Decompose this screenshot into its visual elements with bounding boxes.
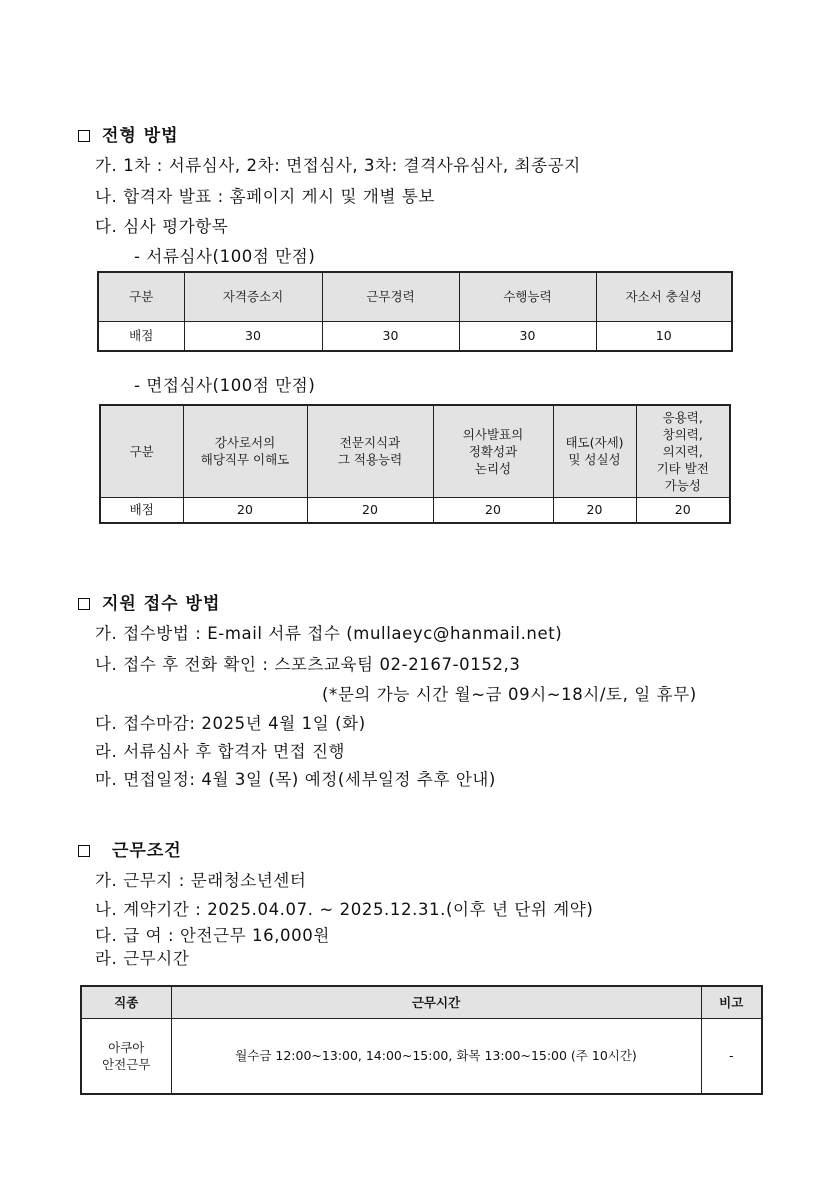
- note-cell: -: [701, 1018, 762, 1094]
- section-heading-selection: [78, 121, 179, 146]
- score-cell: 20: [553, 497, 636, 523]
- checkbox-square-icon: [78, 845, 90, 857]
- header-cell: 자격증소지: [184, 272, 322, 321]
- header-cell: 근무시간: [171, 986, 701, 1018]
- heading-text: 근무조건: [112, 841, 182, 861]
- table-row: [98, 321, 732, 351]
- header-cell: 근무경력: [322, 272, 459, 321]
- conditions-item-2: 나. 계약기간 : 2025.04.07. ~ 2025.12.31.(이후 년 단위 계약): [95, 900, 594, 919]
- heading-text: 지원 접수 방법: [102, 594, 221, 614]
- table-row: [81, 1018, 762, 1094]
- score-cell: 10: [596, 321, 732, 351]
- application-item-5: 마. 면접일정: 4월 3일 (목) 예정(세부일정 추후 안내): [95, 770, 496, 789]
- row-label-cell: 배점: [100, 497, 183, 523]
- header-cell: 태도(자세) 및 성실성: [553, 405, 636, 497]
- section-heading-application: [78, 589, 220, 614]
- conditions-item-1: 가. 근무지 : 문래청소년센터: [95, 871, 307, 890]
- heading-text: 전형 방법: [102, 126, 179, 146]
- table-header-row: [98, 272, 732, 321]
- checkbox-square-icon: [78, 130, 90, 142]
- application-item-1: 가. 접수방법 : E-mail 서류 접수 (mullaeyc@hanmail.net): [95, 624, 563, 643]
- section-heading-conditions: [78, 836, 182, 861]
- conditions-item-3: 다. 급 여 : 안전근무 16,000원: [95, 926, 330, 945]
- header-cell: 전문지식과 그 적용능력: [307, 405, 433, 497]
- application-note: (*문의 가능 시간 월~금 09시~18시/토, 일 휴무): [322, 685, 697, 704]
- score-cell: 20: [433, 497, 553, 523]
- score-cell: 30: [322, 321, 459, 351]
- score-cell: 20: [307, 497, 433, 523]
- interview-table: [99, 404, 731, 524]
- application-item-4: 라. 서류심사 후 합격자 면접 진행: [95, 742, 346, 761]
- work-hours-table: [80, 985, 763, 1095]
- doc-review-table: [97, 271, 733, 352]
- header-cell: 의사발표의 정확성과 논리성: [433, 405, 553, 497]
- header-cell: 수행능력: [459, 272, 596, 321]
- doc-review-title: - 서류심사(100점 만점): [134, 247, 316, 266]
- header-cell: 구분: [98, 272, 184, 321]
- table-header-row: [100, 405, 730, 497]
- interview-title: - 면접심사(100점 만점): [134, 376, 316, 395]
- checkbox-square-icon: [78, 598, 90, 610]
- header-cell: 응용력, 창의력, 의지력, 기타 발전 가능성: [636, 405, 730, 497]
- conditions-item-4: 라. 근무시간: [95, 949, 190, 968]
- header-cell: 직종: [81, 986, 171, 1018]
- selection-item-2: 나. 합격자 발표 : 홈페이지 게시 및 개별 통보: [95, 187, 435, 206]
- header-cell: 구분: [100, 405, 183, 497]
- selection-item-3: 다. 심사 평가항목: [95, 217, 229, 236]
- row-label-cell: 배점: [98, 321, 184, 351]
- selection-item-1: 가. 1차 : 서류심사, 2차: 면접심사, 3차: 결격사유심사, 최종공지: [95, 156, 581, 175]
- table-row: [100, 497, 730, 523]
- application-item-2: 나. 접수 후 전화 확인 : 스포츠교육팀 02-2167-0152,3: [95, 655, 521, 674]
- job-cell: 아쿠아 안전근무: [81, 1018, 171, 1094]
- score-cell: 30: [184, 321, 322, 351]
- header-cell: 자소서 충실성: [596, 272, 732, 321]
- score-cell: 20: [183, 497, 307, 523]
- score-cell: 20: [636, 497, 730, 523]
- header-cell: 강사로서의 해당직무 이해도: [183, 405, 307, 497]
- hours-cell: 월수금 12:00~13:00, 14:00~15:00, 화목 13:00~15:00 (주 10시간): [171, 1018, 701, 1094]
- header-cell: 비고: [701, 986, 762, 1018]
- application-item-3: 다. 접수마감: 2025년 4월 1일 (화): [95, 714, 366, 733]
- table-header-row: [81, 986, 762, 1018]
- score-cell: 30: [459, 321, 596, 351]
